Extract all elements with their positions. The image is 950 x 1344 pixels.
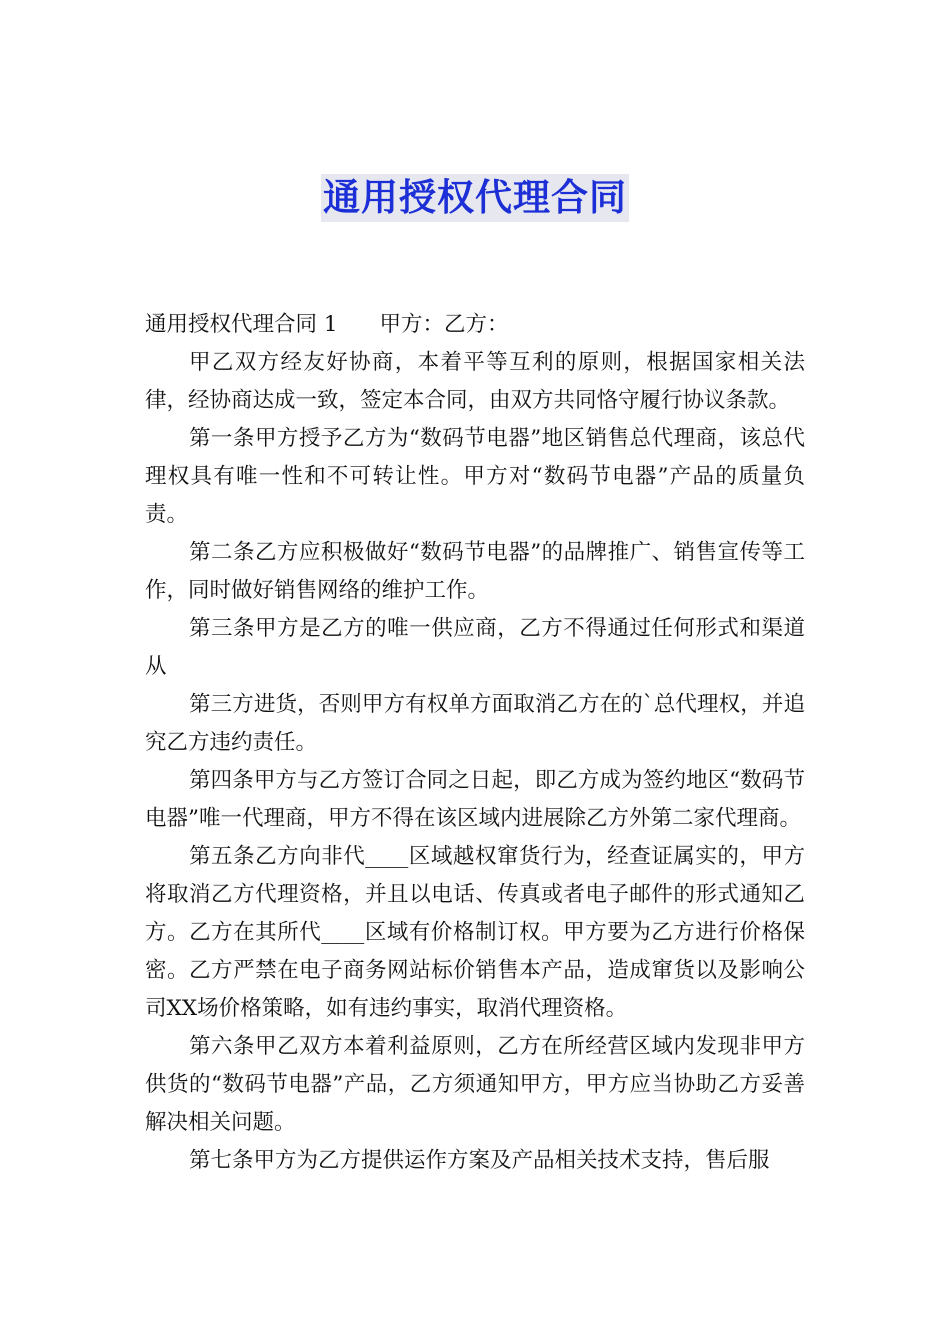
paragraph-article-7: 第七条甲方为乙方提供运作方案及产品相关技术支持，售后服 <box>189 1148 770 1173</box>
paragraph-article-1: 第一条甲方授予乙方为“数码节电器”地区销售总代理商，该总代理权具有唯一性和不可转让性。甲方对“数码节电器”产品的质量负责。 <box>145 426 805 527</box>
document-body <box>145 306 805 1180</box>
paragraph-article-6: 第六条甲乙双方本着利益原则，乙方在所经营区域内发现非甲方供货的“数码节电器”产品，乙方须通知甲方，甲方应当协助乙方妥善解决相关问题。 <box>145 1034 805 1135</box>
paragraph-intro: 甲乙双方经友好协商，本着平等互利的原则，根据国家相关法律，经协商达成一致，签定本合同，由双方共同恪守履行协议条款。 <box>145 350 805 413</box>
document-title: 通用授权代理合同 <box>321 174 629 222</box>
paragraph-article-2: 第二条乙方应积极做好“数码节电器”的品牌推广、销售宣传等工作，同时做好销售网络的维护工作。 <box>145 540 805 603</box>
header-line <box>145 306 805 344</box>
title-container <box>0 174 950 222</box>
paragraph-article-5: 第五条乙方向非代____区域越权窜货行为，经查证属实的，甲方将取消乙方代理资格，并且以电话、传真或者电子邮件的形式通知乙方。乙方在其所代____区域有价格制订权。甲方要为乙方进行价格保密。乙方严禁在电子商务网站标价销售本产品，造成窜货以及影响公司XX场价格策略，如有违约事实，取消代理资格。 <box>145 844 805 1021</box>
paragraph-article-3: 第三条甲方是乙方的唯一供应商，乙方不得通过任何形式和渠道从 <box>145 616 805 679</box>
paragraph-article-4: 第四条甲方与乙方签订合同之日起，即乙方成为签约地区“数码节电器”唯一代理商，甲方不得在该区域内进展除乙方外第二家代理商。 <box>145 768 805 831</box>
contract-heading: 通用授权代理合同 1 <box>145 312 338 337</box>
paragraph-article-3-cont: 第三方进货，否则甲方有权单方面取消乙方在的`总代理权，并追究乙方违约责任。 <box>145 692 805 755</box>
parties-line: 甲方：乙方： <box>379 312 509 337</box>
